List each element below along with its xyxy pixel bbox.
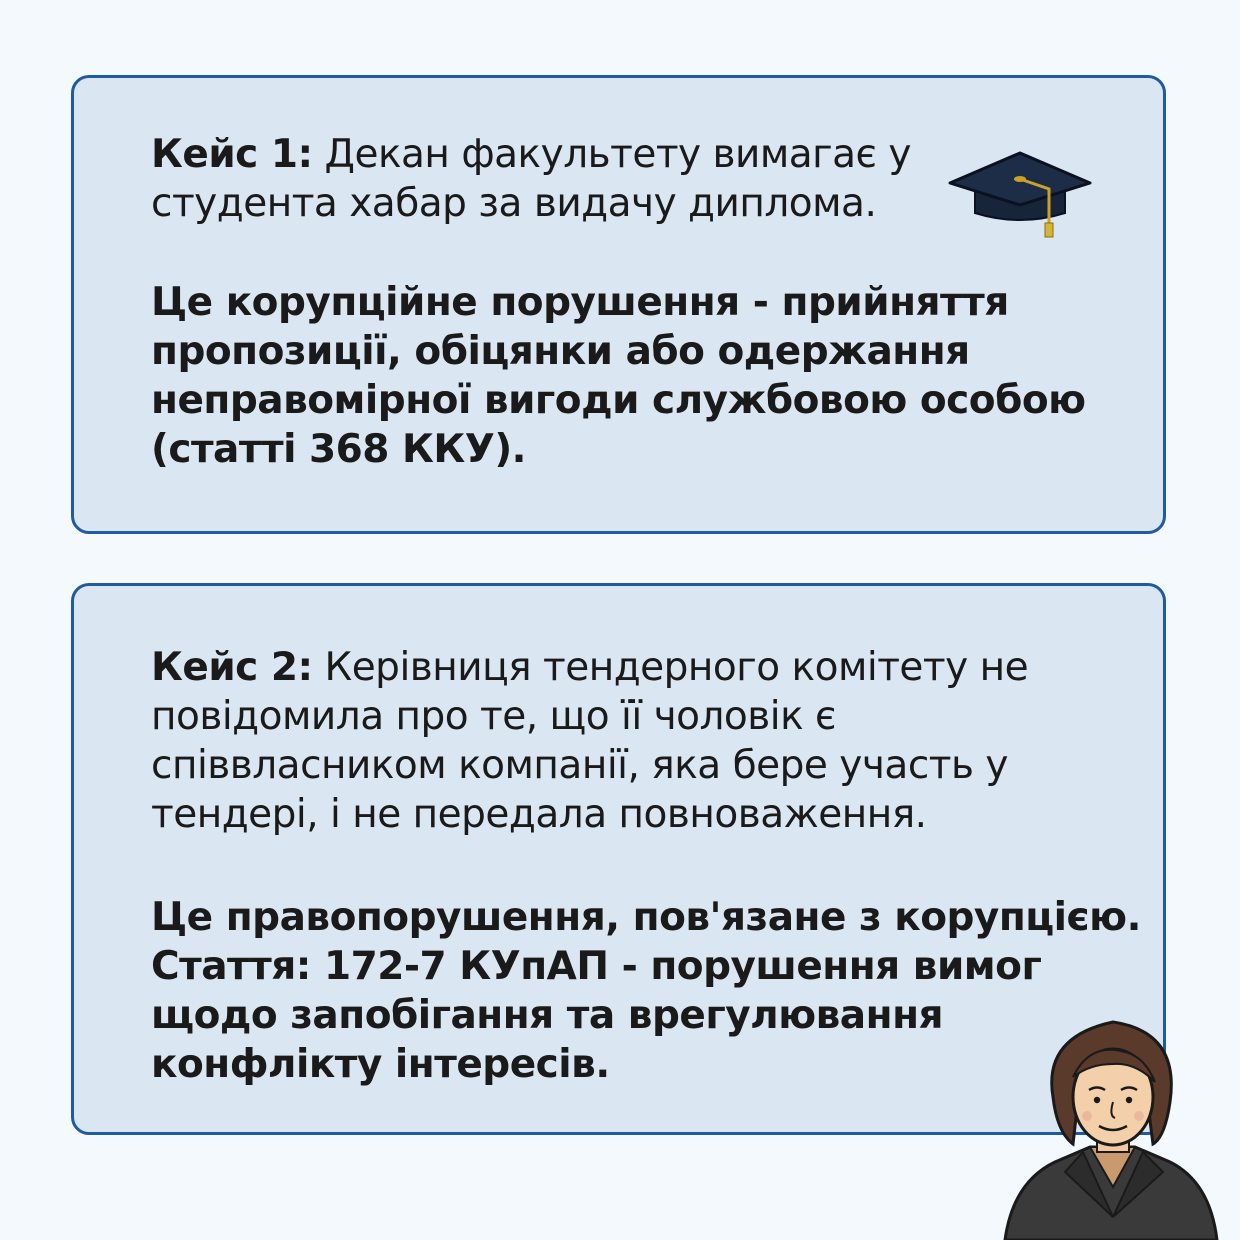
case-1-card	[71, 75, 1166, 534]
case-1-description: Декан факультету вимагає у студента хабар за видачу диплома.	[151, 132, 911, 226]
case-1-label: Кейс 1:	[151, 132, 313, 177]
case-2-verdict: Це правопорушення, пов'язане з корупцією. Стаття: 172-7 КУпАП - порушення вимог щодо запобігання та врегулювання конфлікту інтересів.	[151, 895, 1141, 1087]
case-2-text	[151, 643, 1111, 839]
graduation-cap-icon	[945, 145, 1095, 240]
case-2-label: Кейс 2:	[151, 645, 313, 690]
case-1-verdict: Це корупційне порушення - прийняття пропозиції, обіцянки або одержання неправомірної вигоди службовою особою (статті 368 ККУ).	[151, 280, 1086, 472]
woman-illustration	[995, 1012, 1225, 1240]
case-1-text	[151, 130, 951, 228]
case-2-description: Керівниця тендерного комітету не повідомила про те, що її чоловік є співвласником компанії, яка бере участь у тендері, і не передала повноваження.	[151, 645, 1029, 837]
